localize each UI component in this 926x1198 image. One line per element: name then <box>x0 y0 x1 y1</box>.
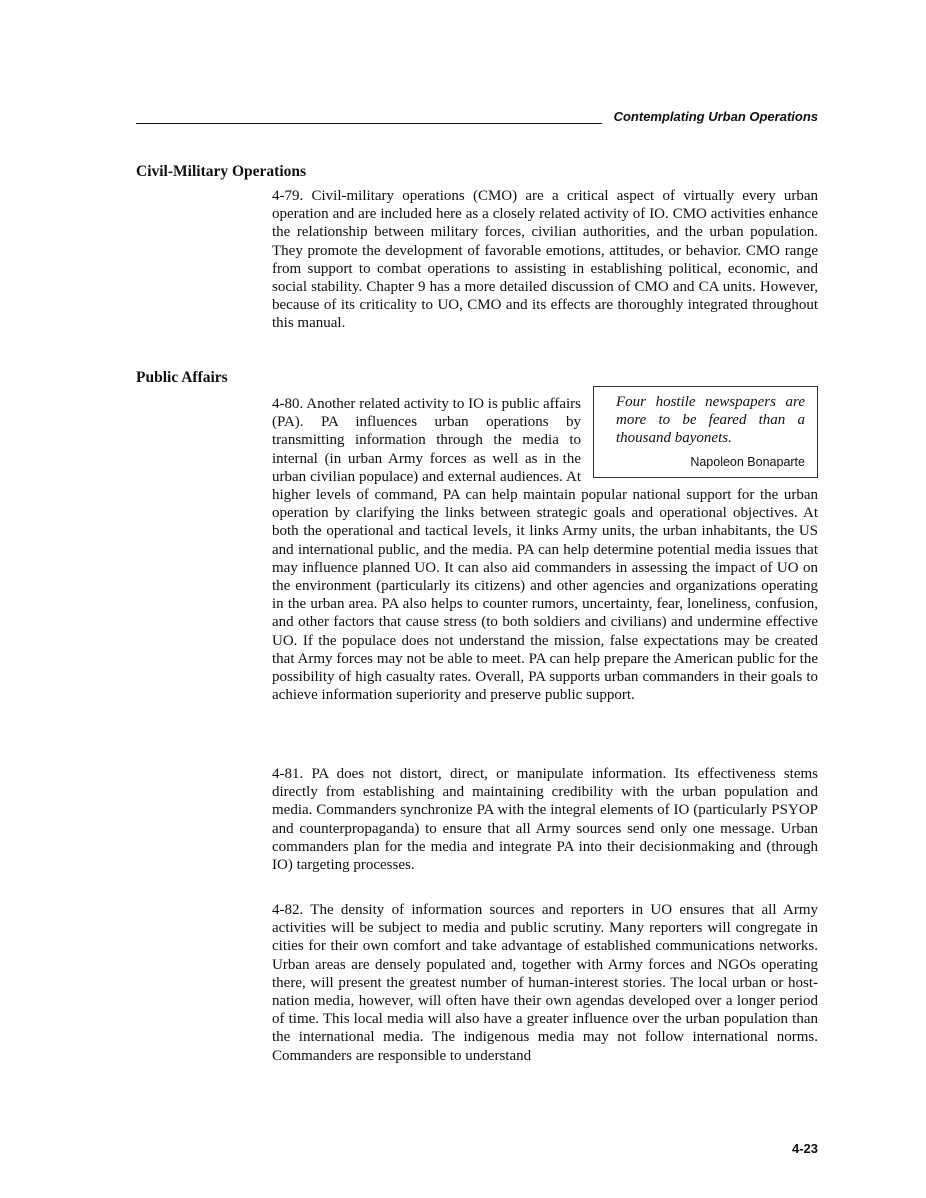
page-number: 4-23 <box>791 1141 818 1156</box>
pull-quote-text: Four hostile newspapers are more to be feared than a thousand bayonets. <box>616 394 805 447</box>
paragraph-4-79: 4-79. Civil-military operations (CMO) are a critical aspect of virtually every urban operation and are included here as a closely related activity of IO. CMO activities enhance the relationship between military forces, civilian authorities, and the urban population. They promote the development of favorable emotions, attitudes, or behavior. CMO range from support to combat operations to assisting in establishing political, economic, and social stability. Chapter 9 has a more detailed discussion of CMO and CA units. However, because of its criticality to UO, CMO and its effects are thoroughly integrated throughout this manual. <box>272 188 818 332</box>
header-rule <box>136 123 602 124</box>
running-header-title: Contemplating Urban Operations <box>613 109 818 124</box>
pull-quote-box <box>593 386 818 478</box>
paragraph-4-80: 4-80. Another related activity to IO is public affairs (PA). PA influences urban operations by transmitting information through the media to internal (in urban Army forces as well as in the urban civilian populace) and external audiences. At higher levels of command, PA can help maintain popular national support for the urban operation by clarifying the links between strategic goals and operational objectives. At both the operational and tactical levels, it links Army units, the urban inhabitants, the US and international public, and the media. PA can help determine potential media issues that may influence planned UO. It can also aid commanders in assessing the impact of UO on the environment (particularly its citizens) and other agencies and organizations operating in the urban area. PA also helps to counter rumors, uncertainty, fear, loneliness, confusion, and other factors that cause stress (to both soldiers and civilians) and undermine effective UO. If the populace does not understand the mission, false expectations may be created that Army forces may not be able to meet. PA can help prepare the American public for the possibility of high casualty rates. Overall, PA supports urban commanders in their goals to achieve information superiority and preserve public support. <box>272 396 818 704</box>
paragraph-4-80-block <box>272 395 818 704</box>
section-heading-public-affairs: Public Affairs <box>136 369 228 386</box>
section-heading-civil-military-operations: Civil-Military Operations <box>136 163 307 180</box>
pull-quote-author: Napoleon Bonaparte <box>690 454 805 469</box>
paragraph-4-82: 4-82. The density of information sources and reporters in UO ensures that all Army activities will be subject to media and public scrutiny. Many reporters will congregate in cities for their own comfort and take advantage of established communications networks. Urban areas are densely populated and, together with Army forces and NGOs operating there, will present the greatest number of human-interest stories. The local urban or host-nation media, however, will often have their own agendas developed over a longer period of time. This local media will also have a greater influence over the urban population than the international media. The indigenous media may not follow international norms. Commanders are responsible to understand <box>272 902 818 1064</box>
paragraph-4-81: 4-81. PA does not distort, direct, or manipulate information. Its effectiveness stems directly from establishing and maintaining credibility with the urban population and media. Commanders synchronize PA with the integral elements of IO (particularly PSYOP and counterpropaganda) to ensure that all Army sources send only one message. Urban commanders plan for the media and integrate PA into their decisionmaking and (through IO) targeting processes. <box>272 766 818 874</box>
